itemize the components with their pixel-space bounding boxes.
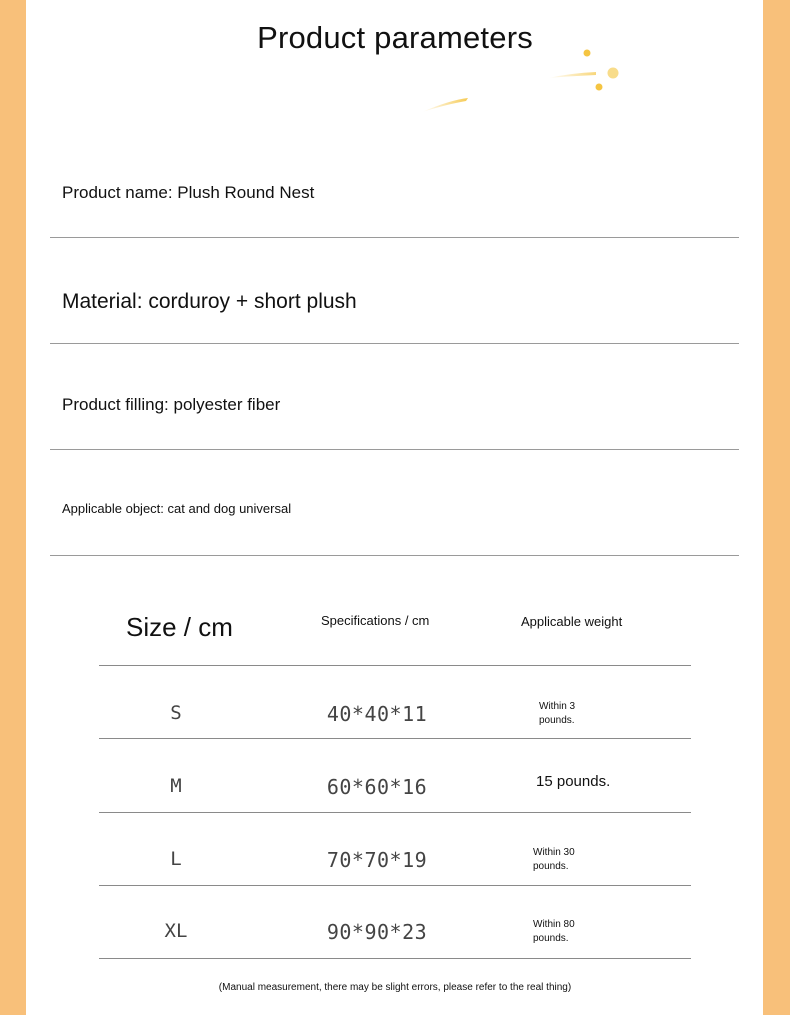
param-applicable-object: Applicable object: cat and dog universal: [62, 501, 292, 516]
divider: [50, 237, 739, 238]
weight-line: Within 3: [539, 701, 576, 712]
cell-size: XL: [164, 920, 188, 942]
weight-line: pounds.: [533, 861, 569, 872]
weight-line: Within 30: [533, 847, 575, 858]
cell-size: S: [170, 702, 182, 724]
divider: [50, 343, 739, 344]
cell-size: M: [170, 775, 182, 797]
table-divider: [99, 738, 691, 739]
cell-weight: [536, 775, 656, 789]
cell-spec: 40*40*11: [326, 702, 428, 726]
table-divider: [99, 885, 691, 886]
measurement-note: (Manual measurement, there may be slight errors, please refer to the real thing): [218, 982, 572, 993]
param-material: Material: corduroy + short plush: [62, 290, 357, 313]
cell-spec: 60*60*16: [326, 775, 428, 799]
table-divider: [99, 665, 691, 666]
param-filling: Product filling: polyester fiber: [62, 395, 281, 414]
table-divider: [99, 812, 691, 813]
cell-spec: 70*70*19: [326, 848, 428, 872]
param-product-name: Product name: Plush Round Nest: [62, 183, 315, 202]
divider: [50, 555, 739, 556]
header-weight: Applicable weight: [521, 614, 623, 629]
cell-spec: 90*90*23: [326, 920, 428, 944]
weight-line: pounds.: [539, 715, 575, 726]
cell-weight: [533, 846, 603, 874]
header-size: Size / cm: [126, 612, 233, 642]
table-divider: [99, 958, 691, 959]
cell-size: L: [170, 848, 182, 870]
weight-line: pounds.: [533, 933, 569, 944]
sparkle-decoration: [410, 40, 630, 120]
cell-weight: [539, 700, 609, 728]
weight-line: 15 pounds.: [536, 773, 611, 790]
header-spec: Specifications / cm: [321, 613, 430, 628]
cell-weight: [533, 918, 603, 946]
weight-line: Within 80: [533, 919, 575, 930]
divider: [50, 449, 739, 450]
page-title: Product parameters: [257, 20, 533, 55]
